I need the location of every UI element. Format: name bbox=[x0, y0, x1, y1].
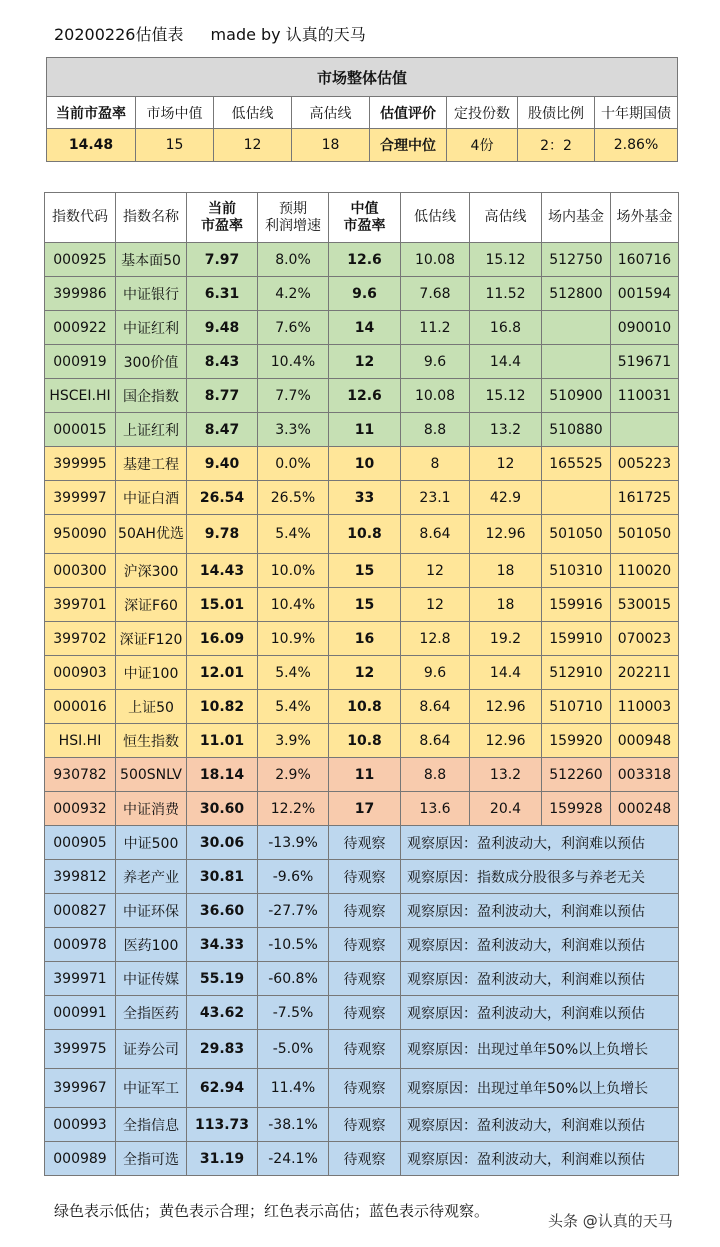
cell-growth: 12.2% bbox=[258, 792, 329, 826]
cell-code: HSI.HI bbox=[45, 724, 116, 758]
cell-name: 全指信息 bbox=[116, 1108, 187, 1142]
cell-note: 观察原因：盈利波动大，利润难以预估 bbox=[401, 1142, 679, 1176]
cell-off: 005223 bbox=[611, 447, 679, 481]
page-header bbox=[54, 22, 366, 45]
cell-name: 中证红利 bbox=[116, 311, 187, 345]
cell-growth: -10.5% bbox=[258, 928, 329, 962]
cell-growth: -38.1% bbox=[258, 1108, 329, 1142]
cell-growth: 3.3% bbox=[258, 413, 329, 447]
cell-note: 观察原因：指数成分股很多与养老无关 bbox=[401, 860, 679, 894]
cell-note: 观察原因：盈利波动大，利润难以预估 bbox=[401, 996, 679, 1030]
cell-name: 50AH优选 bbox=[116, 515, 187, 554]
cell-off: 501050 bbox=[611, 515, 679, 554]
cell-pe: 7.97 bbox=[187, 243, 258, 277]
cell-note: 观察原因：出现过单年50%以上负增长 bbox=[401, 1030, 679, 1069]
table-row bbox=[45, 622, 679, 656]
cell-note: 观察原因：盈利波动大，利润难以预估 bbox=[401, 1108, 679, 1142]
cell-on bbox=[542, 345, 611, 379]
table-row bbox=[45, 277, 679, 311]
cell-name: 基本面50 bbox=[116, 243, 187, 277]
cell-status: 待观察 bbox=[329, 996, 401, 1030]
cell-note: 观察原因：出现过单年50%以上负增长 bbox=[401, 1069, 679, 1108]
table-row bbox=[45, 656, 679, 690]
cell-off: 070023 bbox=[611, 622, 679, 656]
summary-title: 市场整体估值 bbox=[47, 58, 678, 97]
cell-code: HSCEI.HI bbox=[45, 379, 116, 413]
cell-name: 全指医药 bbox=[116, 996, 187, 1030]
cell-growth: 7.7% bbox=[258, 379, 329, 413]
cell-mid: 10.8 bbox=[329, 515, 401, 554]
cell-code: 950090 bbox=[45, 515, 116, 554]
summary-header: 低估线 bbox=[214, 97, 292, 129]
cell-off: 090010 bbox=[611, 311, 679, 345]
cell-high: 18 bbox=[470, 554, 542, 588]
cell-name: 中证500 bbox=[116, 826, 187, 860]
cell-high: 15.12 bbox=[470, 379, 542, 413]
cell-code: 399995 bbox=[45, 447, 116, 481]
table-row bbox=[45, 860, 679, 894]
table-row bbox=[45, 447, 679, 481]
cell-pe: 30.60 bbox=[187, 792, 258, 826]
summary-value: 2：2 bbox=[518, 129, 595, 162]
cell-on: 512910 bbox=[542, 656, 611, 690]
cell-pe: 113.73 bbox=[187, 1108, 258, 1142]
cell-high: 15.12 bbox=[470, 243, 542, 277]
column-header: 场内基金 bbox=[542, 193, 611, 243]
table-row bbox=[45, 792, 679, 826]
table-row bbox=[45, 1108, 679, 1142]
table-row bbox=[45, 588, 679, 622]
summary-value: 12 bbox=[214, 129, 292, 162]
cell-name: 恒生指数 bbox=[116, 724, 187, 758]
cell-note: 观察原因：盈利波动大，利润难以预估 bbox=[401, 962, 679, 996]
cell-high: 18 bbox=[470, 588, 542, 622]
cell-low: 8.64 bbox=[401, 690, 470, 724]
table-row bbox=[45, 1030, 679, 1069]
cell-name: 中证环保 bbox=[116, 894, 187, 928]
cell-low: 8 bbox=[401, 447, 470, 481]
summary-header: 定投份数 bbox=[447, 97, 518, 129]
cell-pe: 8.47 bbox=[187, 413, 258, 447]
cell-pe: 18.14 bbox=[187, 758, 258, 792]
cell-off bbox=[611, 413, 679, 447]
cell-low: 11.2 bbox=[401, 311, 470, 345]
cell-code: 000300 bbox=[45, 554, 116, 588]
cell-name: 养老产业 bbox=[116, 860, 187, 894]
cell-name: 证券公司 bbox=[116, 1030, 187, 1069]
table-row bbox=[45, 1142, 679, 1176]
cell-note: 观察原因：盈利波动大，利润难以预估 bbox=[401, 826, 679, 860]
cell-pe: 6.31 bbox=[187, 277, 258, 311]
cell-code: 000919 bbox=[45, 345, 116, 379]
cell-pe: 62.94 bbox=[187, 1069, 258, 1108]
cell-code: 399701 bbox=[45, 588, 116, 622]
cell-off: 000948 bbox=[611, 724, 679, 758]
cell-pe: 30.06 bbox=[187, 826, 258, 860]
cell-name: 国企指数 bbox=[116, 379, 187, 413]
author-credit: made by 认真的天马 bbox=[210, 25, 366, 44]
table-row bbox=[45, 413, 679, 447]
table-row bbox=[45, 928, 679, 962]
cell-growth: 4.2% bbox=[258, 277, 329, 311]
cell-pe: 9.78 bbox=[187, 515, 258, 554]
cell-status: 待观察 bbox=[329, 1142, 401, 1176]
cell-on: 501050 bbox=[542, 515, 611, 554]
cell-name: 深证F60 bbox=[116, 588, 187, 622]
summary-value: 14.48 bbox=[47, 129, 136, 162]
cell-code: 000016 bbox=[45, 690, 116, 724]
cell-low: 23.1 bbox=[401, 481, 470, 515]
cell-on bbox=[542, 481, 611, 515]
summary-header: 市场中值 bbox=[136, 97, 214, 129]
watermark: 头条 @认真的天马 bbox=[548, 1212, 673, 1230]
table-row bbox=[45, 996, 679, 1030]
table-row bbox=[45, 758, 679, 792]
table-row bbox=[45, 379, 679, 413]
cell-pe: 8.77 bbox=[187, 379, 258, 413]
cell-name: 中证白酒 bbox=[116, 481, 187, 515]
table-row bbox=[45, 481, 679, 515]
cell-mid: 14 bbox=[329, 311, 401, 345]
market-summary-table bbox=[46, 57, 678, 162]
cell-mid: 10.8 bbox=[329, 724, 401, 758]
cell-off: 001594 bbox=[611, 277, 679, 311]
summary-header: 高估线 bbox=[292, 97, 370, 129]
cell-growth: -27.7% bbox=[258, 894, 329, 928]
table-row bbox=[45, 515, 679, 554]
cell-high: 12.96 bbox=[470, 724, 542, 758]
table-row bbox=[45, 690, 679, 724]
cell-pe: 30.81 bbox=[187, 860, 258, 894]
cell-pe: 26.54 bbox=[187, 481, 258, 515]
cell-on: 165525 bbox=[542, 447, 611, 481]
cell-code: 399997 bbox=[45, 481, 116, 515]
cell-pe: 43.62 bbox=[187, 996, 258, 1030]
cell-code: 000925 bbox=[45, 243, 116, 277]
cell-high: 12.96 bbox=[470, 690, 542, 724]
summary-value: 15 bbox=[136, 129, 214, 162]
table-row bbox=[45, 345, 679, 379]
cell-pe: 15.01 bbox=[187, 588, 258, 622]
cell-low: 8.64 bbox=[401, 515, 470, 554]
summary-value: 2.86% bbox=[595, 129, 678, 162]
column-header: 高估线 bbox=[470, 193, 542, 243]
table-row bbox=[45, 826, 679, 860]
cell-growth: 0.0% bbox=[258, 447, 329, 481]
cell-pe: 12.01 bbox=[187, 656, 258, 690]
cell-code: 000989 bbox=[45, 1142, 116, 1176]
cell-high: 20.4 bbox=[470, 792, 542, 826]
cell-high: 19.2 bbox=[470, 622, 542, 656]
cell-growth: 10.0% bbox=[258, 554, 329, 588]
cell-growth: 10.4% bbox=[258, 588, 329, 622]
cell-high: 12.96 bbox=[470, 515, 542, 554]
cell-high: 13.2 bbox=[470, 758, 542, 792]
cell-name: 500SNLV bbox=[116, 758, 187, 792]
cell-growth: 10.4% bbox=[258, 345, 329, 379]
cell-name: 基建工程 bbox=[116, 447, 187, 481]
cell-note: 观察原因：盈利波动大，利润难以预估 bbox=[401, 894, 679, 928]
cell-growth: -60.8% bbox=[258, 962, 329, 996]
cell-high: 16.8 bbox=[470, 311, 542, 345]
cell-growth: 2.9% bbox=[258, 758, 329, 792]
cell-mid: 16 bbox=[329, 622, 401, 656]
cell-off: 202211 bbox=[611, 656, 679, 690]
cell-code: 399975 bbox=[45, 1030, 116, 1069]
table-row bbox=[45, 724, 679, 758]
cell-pe: 29.83 bbox=[187, 1030, 258, 1069]
cell-growth: 11.4% bbox=[258, 1069, 329, 1108]
cell-high: 11.52 bbox=[470, 277, 542, 311]
cell-off: 160716 bbox=[611, 243, 679, 277]
cell-mid: 10 bbox=[329, 447, 401, 481]
cell-note: 观察原因：盈利波动大，利润难以预估 bbox=[401, 928, 679, 962]
cell-name: 上证50 bbox=[116, 690, 187, 724]
cell-low: 13.6 bbox=[401, 792, 470, 826]
column-header: 预期 利润增速 bbox=[258, 193, 329, 243]
cell-code: 000015 bbox=[45, 413, 116, 447]
cell-growth: -13.9% bbox=[258, 826, 329, 860]
cell-mid: 11 bbox=[329, 413, 401, 447]
cell-on: 512260 bbox=[542, 758, 611, 792]
table-row bbox=[45, 894, 679, 928]
cell-off: 161725 bbox=[611, 481, 679, 515]
cell-high: 14.4 bbox=[470, 656, 542, 690]
cell-low: 12 bbox=[401, 554, 470, 588]
cell-code: 000905 bbox=[45, 826, 116, 860]
cell-code: 000903 bbox=[45, 656, 116, 690]
cell-on: 159928 bbox=[542, 792, 611, 826]
cell-name: 全指可选 bbox=[116, 1142, 187, 1176]
cell-mid: 15 bbox=[329, 554, 401, 588]
cell-pe: 8.43 bbox=[187, 345, 258, 379]
cell-low: 8.8 bbox=[401, 758, 470, 792]
cell-growth: 5.4% bbox=[258, 656, 329, 690]
summary-header: 十年期国债 bbox=[595, 97, 678, 129]
cell-low: 12.8 bbox=[401, 622, 470, 656]
cell-name: 中证消费 bbox=[116, 792, 187, 826]
cell-high: 13.2 bbox=[470, 413, 542, 447]
table-row bbox=[45, 1069, 679, 1108]
cell-name: 中证100 bbox=[116, 656, 187, 690]
cell-off: 110003 bbox=[611, 690, 679, 724]
cell-low: 12 bbox=[401, 588, 470, 622]
cell-pe: 36.60 bbox=[187, 894, 258, 928]
cell-on: 159910 bbox=[542, 622, 611, 656]
cell-code: 930782 bbox=[45, 758, 116, 792]
cell-low: 7.68 bbox=[401, 277, 470, 311]
cell-low: 9.6 bbox=[401, 656, 470, 690]
cell-code: 000991 bbox=[45, 996, 116, 1030]
cell-growth: 5.4% bbox=[258, 690, 329, 724]
page-title: 20200226估值表 bbox=[54, 25, 184, 44]
cell-status: 待观察 bbox=[329, 860, 401, 894]
cell-pe: 31.19 bbox=[187, 1142, 258, 1176]
column-header: 指数代码 bbox=[45, 193, 116, 243]
cell-growth: -9.6% bbox=[258, 860, 329, 894]
cell-mid: 15 bbox=[329, 588, 401, 622]
cell-on: 510710 bbox=[542, 690, 611, 724]
cell-growth: -24.1% bbox=[258, 1142, 329, 1176]
cell-mid: 33 bbox=[329, 481, 401, 515]
summary-header: 股债比例 bbox=[518, 97, 595, 129]
cell-name: 医药100 bbox=[116, 928, 187, 962]
cell-code: 399702 bbox=[45, 622, 116, 656]
cell-on: 510310 bbox=[542, 554, 611, 588]
cell-name: 深证F120 bbox=[116, 622, 187, 656]
cell-low: 10.08 bbox=[401, 243, 470, 277]
cell-on: 512750 bbox=[542, 243, 611, 277]
cell-code: 000978 bbox=[45, 928, 116, 962]
cell-mid: 11 bbox=[329, 758, 401, 792]
cell-status: 待观察 bbox=[329, 1108, 401, 1142]
cell-name: 中证军工 bbox=[116, 1069, 187, 1108]
cell-low: 8.64 bbox=[401, 724, 470, 758]
column-header: 指数名称 bbox=[116, 193, 187, 243]
cell-code: 000993 bbox=[45, 1108, 116, 1142]
cell-name: 300价值 bbox=[116, 345, 187, 379]
cell-pe: 55.19 bbox=[187, 962, 258, 996]
cell-code: 000922 bbox=[45, 311, 116, 345]
summary-value: 4份 bbox=[447, 129, 518, 162]
cell-high: 42.9 bbox=[470, 481, 542, 515]
cell-code: 399986 bbox=[45, 277, 116, 311]
index-valuation-table bbox=[44, 192, 679, 1176]
cell-low: 10.08 bbox=[401, 379, 470, 413]
cell-growth: 3.9% bbox=[258, 724, 329, 758]
cell-status: 待观察 bbox=[329, 928, 401, 962]
cell-on bbox=[542, 311, 611, 345]
cell-mid: 12.6 bbox=[329, 379, 401, 413]
summary-value: 合理中位 bbox=[370, 129, 447, 162]
table-row bbox=[45, 962, 679, 996]
column-header: 当前 市盈率 bbox=[187, 193, 258, 243]
column-header: 场外基金 bbox=[611, 193, 679, 243]
cell-off: 530015 bbox=[611, 588, 679, 622]
cell-off: 110020 bbox=[611, 554, 679, 588]
cell-low: 8.8 bbox=[401, 413, 470, 447]
cell-growth: 7.6% bbox=[258, 311, 329, 345]
summary-value: 18 bbox=[292, 129, 370, 162]
cell-growth: 26.5% bbox=[258, 481, 329, 515]
cell-mid: 12 bbox=[329, 345, 401, 379]
cell-growth: -5.0% bbox=[258, 1030, 329, 1069]
cell-on: 159916 bbox=[542, 588, 611, 622]
cell-off: 000248 bbox=[611, 792, 679, 826]
cell-low: 9.6 bbox=[401, 345, 470, 379]
cell-code: 399967 bbox=[45, 1069, 116, 1108]
summary-header: 当前市盈率 bbox=[47, 97, 136, 129]
cell-growth: 10.9% bbox=[258, 622, 329, 656]
color-legend: 绿色表示低估；黄色表示合理；红色表示高估；蓝色表示待观察。 bbox=[54, 1202, 490, 1220]
cell-name: 中证传媒 bbox=[116, 962, 187, 996]
cell-mid: 10.8 bbox=[329, 690, 401, 724]
cell-on: 159920 bbox=[542, 724, 611, 758]
cell-status: 待观察 bbox=[329, 1069, 401, 1108]
cell-growth: -7.5% bbox=[258, 996, 329, 1030]
cell-status: 待观察 bbox=[329, 962, 401, 996]
cell-high: 14.4 bbox=[470, 345, 542, 379]
cell-name: 中证银行 bbox=[116, 277, 187, 311]
cell-code: 000827 bbox=[45, 894, 116, 928]
cell-high: 12 bbox=[470, 447, 542, 481]
cell-code: 399812 bbox=[45, 860, 116, 894]
cell-off: 110031 bbox=[611, 379, 679, 413]
cell-growth: 8.0% bbox=[258, 243, 329, 277]
cell-off: 003318 bbox=[611, 758, 679, 792]
cell-pe: 16.09 bbox=[187, 622, 258, 656]
cell-mid: 12.6 bbox=[329, 243, 401, 277]
cell-pe: 9.48 bbox=[187, 311, 258, 345]
cell-mid: 9.6 bbox=[329, 277, 401, 311]
column-header: 低估线 bbox=[401, 193, 470, 243]
cell-status: 待观察 bbox=[329, 894, 401, 928]
cell-status: 待观察 bbox=[329, 1030, 401, 1069]
cell-on: 510900 bbox=[542, 379, 611, 413]
table-row bbox=[45, 243, 679, 277]
table-row bbox=[45, 554, 679, 588]
cell-code: 000932 bbox=[45, 792, 116, 826]
cell-pe: 34.33 bbox=[187, 928, 258, 962]
cell-name: 上证红利 bbox=[116, 413, 187, 447]
cell-growth: 5.4% bbox=[258, 515, 329, 554]
cell-on: 512800 bbox=[542, 277, 611, 311]
table-row bbox=[45, 311, 679, 345]
cell-mid: 12 bbox=[329, 656, 401, 690]
cell-status: 待观察 bbox=[329, 826, 401, 860]
cell-code: 399971 bbox=[45, 962, 116, 996]
cell-on: 510880 bbox=[542, 413, 611, 447]
cell-pe: 14.43 bbox=[187, 554, 258, 588]
column-header: 中值 市盈率 bbox=[329, 193, 401, 243]
cell-pe: 9.40 bbox=[187, 447, 258, 481]
cell-off: 519671 bbox=[611, 345, 679, 379]
summary-header: 估值评价 bbox=[370, 97, 447, 129]
cell-pe: 10.82 bbox=[187, 690, 258, 724]
cell-name: 沪深300 bbox=[116, 554, 187, 588]
cell-mid: 17 bbox=[329, 792, 401, 826]
cell-pe: 11.01 bbox=[187, 724, 258, 758]
